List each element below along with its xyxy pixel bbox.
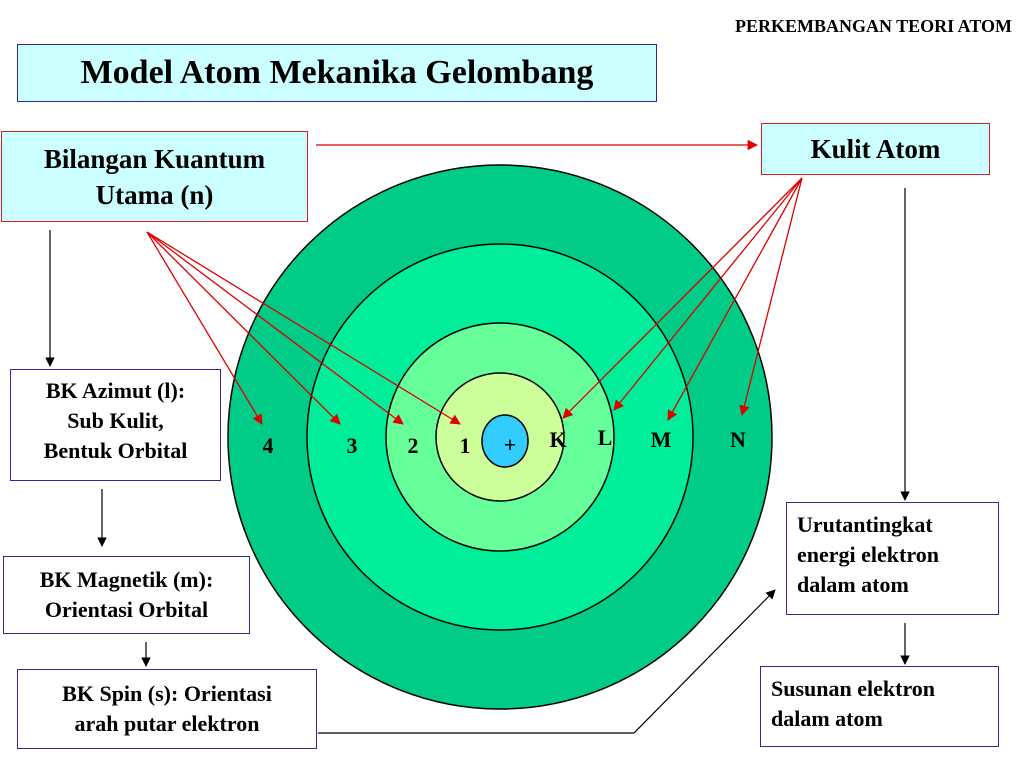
arrow-kulit-to-n [742, 178, 802, 415]
shell-number-3: 3 [346, 433, 358, 458]
urutan-line-3: dalam atom [797, 572, 909, 597]
bk-azimut-line-3: Bentuk Orbital [43, 438, 188, 463]
header-label: PERKEMBANGAN TEORI ATOM [734, 16, 1012, 36]
arrow-n-to-4 [147, 232, 262, 424]
shell-number-2: 2 [407, 433, 419, 458]
shell-number-4: 4 [262, 433, 274, 458]
bk-magnetik-line-2: Orientasi Orbital [44, 597, 209, 622]
bk-spin-line-2: arah putar elektron [74, 711, 260, 736]
urutan-line-1: Urutantingkat [797, 512, 933, 537]
susunan-line-2: dalam atom [771, 706, 883, 731]
urutan-line-2: energi elektron [797, 542, 939, 567]
bk-azimut-line-1: BK Azimut (l): [45, 378, 186, 403]
shell-letter-n: N [730, 427, 746, 452]
bk-spin-line-1: BK Spin (s): Orientasi [62, 681, 272, 706]
bk-azimut-line-2: Sub Kulit, [67, 408, 164, 433]
bk-magnetik-line-1: BK Magnetik (m): [39, 567, 214, 592]
shell-letter-l: L [597, 425, 613, 450]
shell-letter-k: K [549, 427, 567, 452]
shell-letter-m: M [650, 427, 672, 452]
shell-number-1: 1 [459, 433, 471, 458]
nucleus-symbol: + [503, 432, 517, 457]
susunan-line-1: Susunan elektron [771, 676, 936, 701]
bk-utama-line-2: Utama (n) [95, 180, 214, 210]
bk-utama-line-1: Bilangan Kuantum [43, 144, 266, 174]
kulit-atom-box: Kulit Atom [761, 123, 990, 175]
page-title: Model Atom Mekanika Gelombang [17, 44, 657, 102]
